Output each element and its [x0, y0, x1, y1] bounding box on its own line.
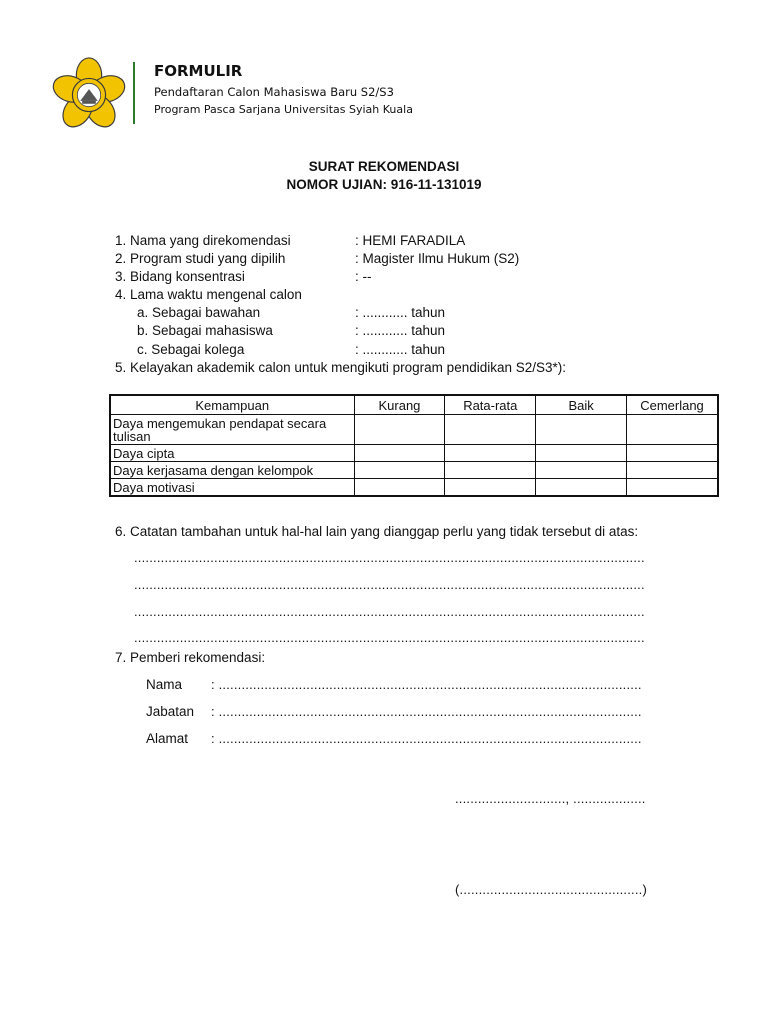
- item-4c-value: : ............ tahun: [355, 342, 446, 357]
- rating-cell[interactable]: [354, 415, 445, 445]
- signature-name-field[interactable]: (................................................): [455, 882, 648, 897]
- item-4a-label: a. Sebagai bawahan: [137, 305, 261, 320]
- item-3-label: 3. Bidang konsentrasi: [115, 269, 245, 284]
- rating-cell[interactable]: [627, 462, 718, 479]
- rating-cell[interactable]: [354, 445, 445, 462]
- table-row: [110, 479, 718, 497]
- column-header: Rata-rata: [445, 395, 536, 415]
- table-row: [110, 445, 718, 462]
- rating-cell[interactable]: [627, 415, 718, 445]
- table-row: [110, 415, 718, 445]
- criterion-cell: Daya motivasi: [110, 479, 354, 497]
- form-title: FORMULIR: [154, 62, 243, 80]
- item-4-label: 4. Lama waktu mengenal calon: [115, 287, 302, 302]
- form-subtitle: Pendaftaran Calon Mahasiswa Baru S2/S3: [154, 85, 394, 99]
- column-header: Kurang: [354, 395, 445, 415]
- rating-cell[interactable]: [445, 479, 536, 497]
- name-label: Nama: [146, 677, 183, 692]
- item-7-label: 7. Pemberi rekomendasi:: [115, 650, 266, 665]
- table-row: [110, 462, 718, 479]
- item-3-value: : --: [355, 269, 372, 284]
- rating-cell[interactable]: [627, 479, 718, 497]
- rating-cell[interactable]: [627, 445, 718, 462]
- item-4b-value: : ............ tahun: [355, 323, 446, 338]
- column-header: Baik: [536, 395, 627, 415]
- item-1-label: 1. Nama yang direkomendasi: [115, 233, 291, 248]
- criterion-cell: Daya cipta: [110, 445, 354, 462]
- document-title: SURAT REKOMENDASI: [308, 159, 460, 174]
- position-field[interactable]: : ...............................................................................................................: [211, 704, 642, 719]
- rating-cell[interactable]: [445, 445, 536, 462]
- item-4c-label: c. Sebagai kolega: [137, 342, 245, 357]
- notes-line[interactable]: ......................................................................................................................................: [134, 604, 645, 619]
- column-header: Kemampuan: [110, 395, 354, 415]
- header-divider: [133, 62, 135, 124]
- position-label: Jabatan: [146, 704, 195, 719]
- rating-cell[interactable]: [354, 462, 445, 479]
- exam-number: NOMOR UJIAN: 916-11-131019: [286, 177, 482, 192]
- item-4a-value: : ............ tahun: [355, 305, 446, 320]
- rating-cell[interactable]: [536, 415, 627, 445]
- criterion-cell: Daya kerjasama dengan kelompok: [110, 462, 354, 479]
- address-field[interactable]: : ...............................................................................................................: [211, 731, 642, 746]
- item-1-value: : HEMI FARADILA: [355, 233, 466, 248]
- rating-cell[interactable]: [445, 415, 536, 445]
- rating-cell[interactable]: [354, 479, 445, 497]
- university-logo: [50, 56, 128, 134]
- notes-line[interactable]: ......................................................................................................................................: [134, 630, 645, 645]
- rating-cell[interactable]: [536, 445, 627, 462]
- evaluation-table: [109, 394, 719, 497]
- item-2-value: : Magister Ilmu Hukum (S2): [355, 251, 520, 266]
- rating-cell[interactable]: [445, 462, 536, 479]
- form-institution: Program Pasca Sarjana Universitas Syiah Kuala: [154, 103, 413, 116]
- notes-line[interactable]: ......................................................................................................................................: [134, 577, 645, 592]
- table-header-row: [110, 395, 718, 415]
- column-header: Cemerlang: [627, 395, 718, 415]
- rating-cell[interactable]: [536, 462, 627, 479]
- notes-line[interactable]: ......................................................................................................................................: [134, 550, 645, 565]
- item-4b-label: b. Sebagai mahasiswa: [137, 323, 273, 338]
- rating-cell[interactable]: [536, 479, 627, 497]
- name-field[interactable]: : ...............................................................................................................: [211, 677, 642, 692]
- item-5-label: 5. Kelayakan akademik calon untuk mengikuti program pendidikan S2/S3*):: [115, 360, 567, 375]
- item-2-label: 2. Program studi yang dipilih: [115, 251, 286, 266]
- criterion-cell: Daya mengemukan pendapat secara tulisan: [110, 415, 354, 445]
- place-date-field[interactable]: ............................., ...................: [455, 791, 646, 806]
- item-6-label: 6. Catatan tambahan untuk hal-hal lain yang dianggap perlu yang tidak tersebut di atas:: [115, 524, 639, 539]
- address-label: Alamat: [146, 731, 189, 746]
